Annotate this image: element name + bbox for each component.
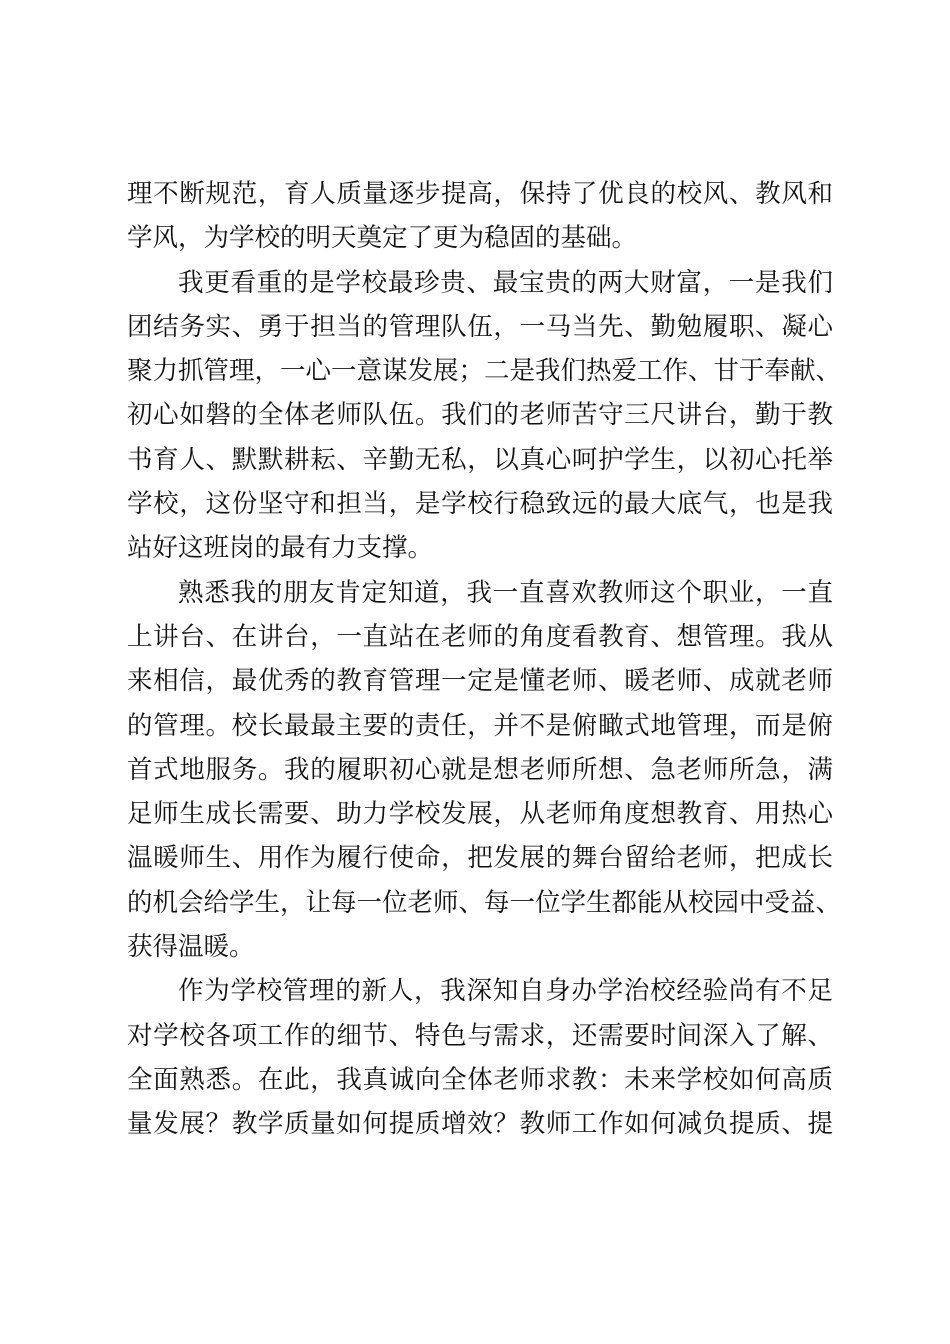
text-line: 理不断规范，育人质量逐步提高，保持了优良的校风、教风和 — [127, 179, 833, 209]
text-line: 站好这班岗的最有力支撑。 — [127, 533, 434, 564]
text-line: 学校，这份坚守和担当，是学校行稳致远的最大底气，也是我 — [127, 489, 833, 520]
text-line: 全面熟悉。在此，我真诚向全体老师求教：未来学校如何高质 — [127, 1064, 833, 1095]
text-line: 团结务实、勇于担当的管理队伍，一马当先、勤勉履职、凝心 — [127, 311, 833, 342]
text-line: 我更看重的是学校最珍贵、最宝贵的两大财富，一是我们 — [178, 267, 833, 298]
text-line: 温暖师生、用作为履行使命，把发展的舞台留给老师，把成长 — [127, 843, 833, 874]
text-line: 学风，为学校的明天奠定了更为稳固的基础。 — [127, 223, 638, 254]
text-line: 的管理。校长最最主要的责任，并不是俯瞰式地管理，而是俯 — [127, 710, 833, 741]
text-line: 量发展？教学质量如何提质增效？教师工作如何减负提质、提 — [127, 1109, 833, 1140]
text-line: 作为学校管理的新人，我深知自身办学治校经验尚有不足 — [178, 976, 833, 1007]
text-line: 书育人、默默耕耘、辛勤无私，以真心呵护学生，以初心托举 — [127, 444, 833, 475]
text-line: 初心如磐的全体老师队伍。我们的老师苦守三尺讲台，勤于教 — [127, 400, 833, 431]
text-line: 聚力抓管理，一心一意谋发展；二是我们热爱工作、甘于奉献、 — [127, 356, 842, 387]
text-line: 对学校各项工作的细节、特色与需求，还需要时间深入了解、 — [127, 1020, 833, 1051]
text-line: 来相信，最优秀的教育管理一定是懂老师、暖老师、成就老师 — [127, 666, 833, 697]
text-line: 熟悉我的朋友肯定知道，我一直喜欢教师这个职业，一直 — [178, 577, 833, 608]
text-line: 上讲台、在讲台，一直站在老师的角度看教育、想管理。我从 — [127, 621, 833, 652]
text-line: 首式地服务。我的履职初心就是想老师所想、急老师所急，满 — [127, 754, 833, 785]
text-line: 足师生成长需要、助力学校发展，从老师角度想教育、用热心 — [127, 799, 833, 830]
document-body — [127, 172, 842, 1147]
text-line: 获得温暖。 — [127, 932, 255, 963]
text-line: 的机会给学生，让每一位老师、每一位学生都能从校园中受益、 — [127, 887, 842, 918]
